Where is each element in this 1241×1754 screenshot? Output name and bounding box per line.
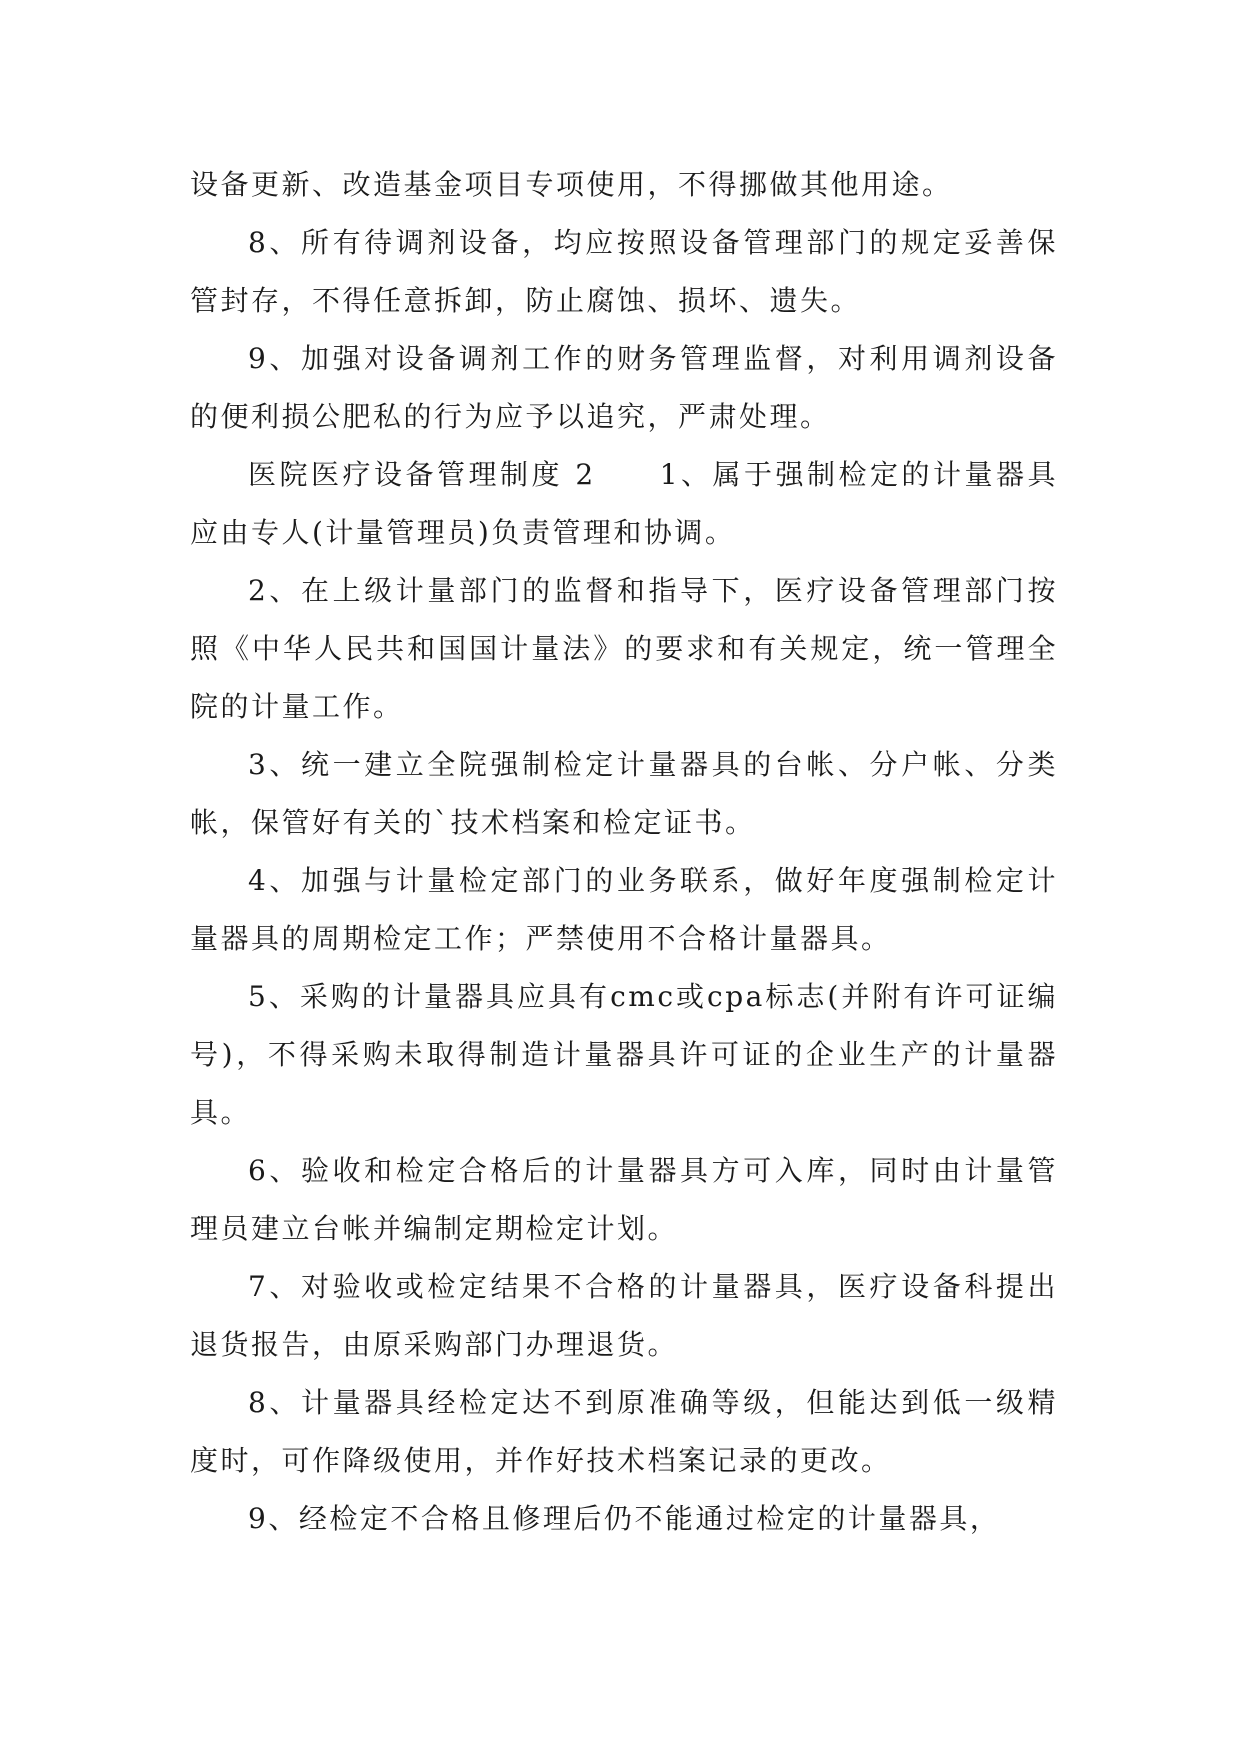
paragraph-item-2: 2、在上级计量部门的监督和指导下，医疗设备管理部门按照《中华人民共和国国计量法》的要求和有关规定，统一管理全院的计量工作。: [190, 574, 1058, 723]
paragraph-item-4: 4、加强与计量检定部门的业务联系，做好年度强制检定计量器具的周期检定工作；严禁使用不合格计量器具。: [190, 864, 1058, 955]
paragraph-item-8: 8、计量器具经检定达不到原准确等级，但能达到低一级精度时，可作降级使用，并作好技术档案记录的更改。: [190, 1386, 1058, 1477]
paragraph-continuation: 设备更新、改造基金项目专项使用，不得挪做其他用途。: [190, 168, 953, 201]
paragraph-item-8-storage: 8、所有待调剂设备，均应按照设备管理部门的规定妥善保管封存，不得任意拆卸，防止腐蚀、损坏、遗失。: [190, 226, 1058, 317]
document-page: [190, 156, 1058, 1548]
paragraph-item-9: 9、经检定不合格且修理后仍不能通过检定的计量器具，: [248, 1502, 1001, 1535]
paragraph-item-6: 6、验收和检定合格后的计量器具方可入库，同时由计量管理员建立台帐并编制定期检定计划。: [190, 1154, 1058, 1245]
paragraph-item-5: 5、采购的计量器具应具有cmc或cpa标志(并附有许可证编号)，不得采购未取得制造计量器具许可证的企业生产的计量器具。: [190, 980, 1058, 1129]
paragraph-item-9-supervision: 9、加强对设备调剂工作的财务管理监督，对利用调剂设备的便利损公肥私的行为应予以追究，严肃处理。: [190, 342, 1058, 433]
paragraph-item-7: 7、对验收或检定结果不合格的计量器具，医疗设备科提出退货报告，由原采购部门办理退货。: [190, 1270, 1058, 1361]
paragraph-item-3: 3、统一建立全院强制检定计量器具的台帐、分户帐、分类帐，保管好有关的`技术档案和检定证书。: [190, 748, 1058, 839]
paragraph-section-2-item-1: 医院医疗设备管理制度 2 1、属于强制检定的计量器具应由专人(计量管理员)负责管理和协调。: [190, 458, 1058, 549]
